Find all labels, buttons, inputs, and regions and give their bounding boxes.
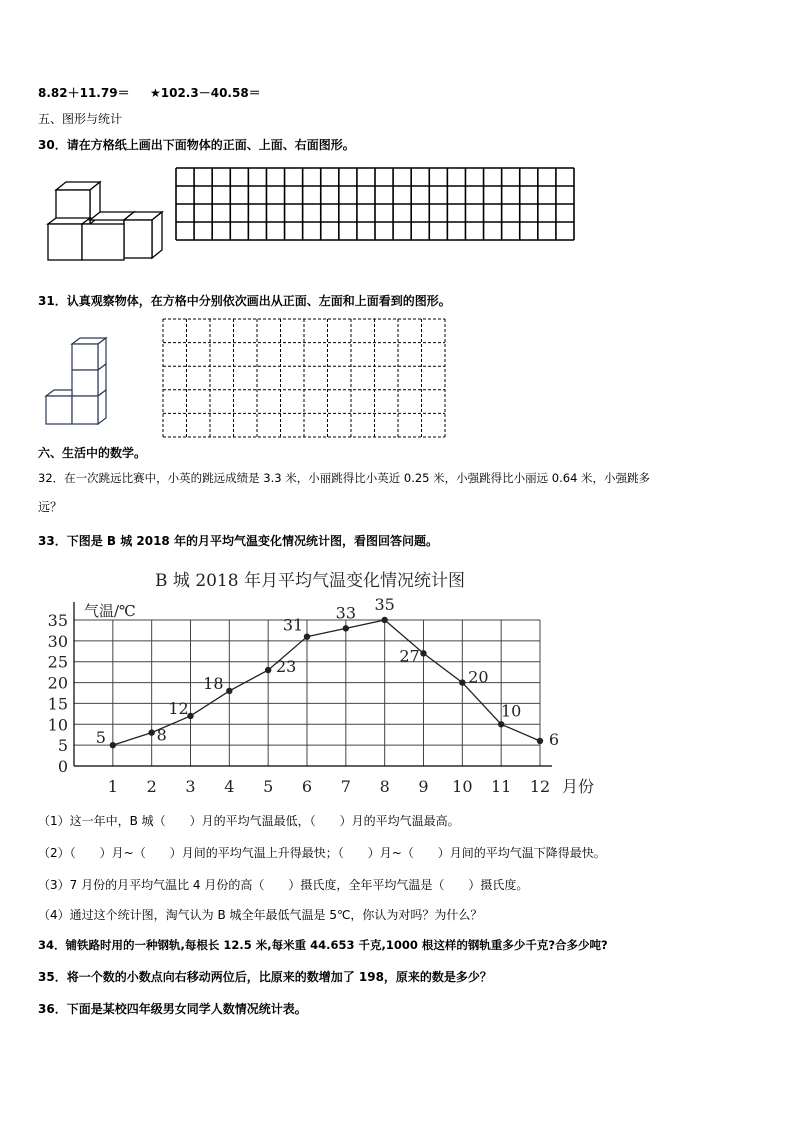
- calc-a: 8.82＋11.79＝: [38, 86, 130, 100]
- data-label: 20: [468, 667, 489, 687]
- grid-q30: [176, 168, 574, 241]
- data-point: [420, 650, 426, 656]
- question-30: 30．请在方格纸上画出下面物体的正面、上面、右面图形。: [38, 138, 355, 152]
- data-point: [459, 679, 465, 685]
- y-axis-label: 气温/℃: [84, 602, 136, 620]
- x-tick-label: 8: [379, 777, 390, 796]
- data-point: [343, 625, 349, 631]
- data-point: [498, 721, 504, 727]
- question-31: 31．认真观察物体，在方格中分别依次画出从正面、左面和上面看到的图形。: [38, 294, 451, 308]
- data-label: 27: [399, 646, 420, 666]
- cube-figure-q31: [46, 336, 112, 428]
- data-label: 35: [374, 595, 395, 614]
- question-33-4: （4）通过这个统计图，淘气认为 B 城全年最低气温是 5℃，你认为对吗？为什么？: [38, 908, 483, 922]
- y-tick-label: 30: [47, 631, 68, 651]
- section6-heading: 六、生活中的数学。: [38, 446, 147, 460]
- data-point: [304, 633, 310, 639]
- data-point: [537, 738, 543, 744]
- y-tick-label: 20: [47, 673, 68, 693]
- y-tick-label: 35: [47, 611, 68, 630]
- question-33-3: （3）7 月份的月平均气温比 4 月份的高（ ）摄氏度，全年平均气温是（ ）摄氏度。: [38, 878, 529, 892]
- question-33-2: （2）（ ）月~（ ）月间的平均气温上升得最快；（ ）月~（ ）月间的平均气温下降得最快。: [38, 846, 606, 860]
- question-33-1: （1）这一年中，B 城（ ）月的平均气温最低，（ ）月的平均气温最高。: [38, 814, 460, 828]
- calc-b: ★102.3－40.58＝: [150, 86, 261, 100]
- x-tick-label: 11: [490, 777, 512, 796]
- x-tick-label: 1: [107, 777, 118, 796]
- x-tick-label: 10: [452, 777, 473, 796]
- x-axis-label: 月份: [562, 777, 595, 796]
- y-tick-label: 0: [57, 757, 68, 776]
- grid-q31: [162, 318, 446, 438]
- data-point: [265, 667, 271, 673]
- y-tick-label: 10: [47, 715, 68, 735]
- data-point: [110, 742, 116, 748]
- x-tick-label: 4: [224, 777, 235, 796]
- data-point: [226, 688, 232, 694]
- data-point: [148, 729, 154, 735]
- cube-figure-q30: [44, 178, 169, 264]
- data-label: 10: [500, 701, 522, 721]
- y-tick-label: 5: [57, 736, 68, 756]
- x-tick-label: 7: [340, 777, 351, 796]
- x-tick-label: 5: [263, 777, 274, 796]
- data-label: 33: [335, 603, 357, 623]
- chart-grid: [74, 620, 540, 766]
- x-tick-label: 6: [301, 777, 313, 796]
- x-tick-label: 2: [146, 777, 157, 796]
- data-label: 18: [203, 673, 224, 693]
- question-35: 35．将一个数的小数点向右移动两位后，比原来的数增加了 198，原来的数是多少？: [38, 970, 492, 984]
- temperature-line-chart: [30, 590, 600, 800]
- data-label: 5: [95, 728, 106, 748]
- x-tick-label: 9: [418, 777, 429, 796]
- question-36: 36．下面是某校四年级男女同学人数情况统计表。: [38, 1002, 307, 1016]
- x-tick-label: 3: [185, 777, 196, 796]
- data-label: 6: [548, 729, 560, 749]
- data-point: [381, 617, 387, 623]
- data-label: 8: [156, 725, 167, 745]
- x-tick-label: 12: [529, 777, 551, 796]
- question-32-line1: 32．在一次跳远比赛中，小英的跳远成绩是 3.3 米，小丽跳得比小英近 0.25 米，小强跳得比小丽远 0.64 米，小强跳多: [38, 471, 651, 485]
- question-32-line2: 远？: [38, 500, 63, 514]
- section5-heading: 五、图形与统计: [38, 112, 123, 126]
- question-33: 33．下图是 B 城 2018 年的月平均气温变化情况统计图，看图回答问题。: [38, 534, 438, 548]
- question-34: 34．铺铁路时用的一种钢轨,每根长 12.5 米,每米重 44.653 千克,1000 根这样的钢轨重多少千克?合多少吨?: [38, 938, 608, 952]
- y-tick-label: 25: [47, 652, 68, 672]
- data-label: 12: [168, 698, 189, 718]
- y-tick-label: 15: [47, 694, 68, 714]
- data-label: 23: [275, 657, 297, 677]
- data-label: 31: [282, 615, 304, 635]
- chart-title: B 城 2018 年月平均气温变化情况统计图: [155, 571, 465, 591]
